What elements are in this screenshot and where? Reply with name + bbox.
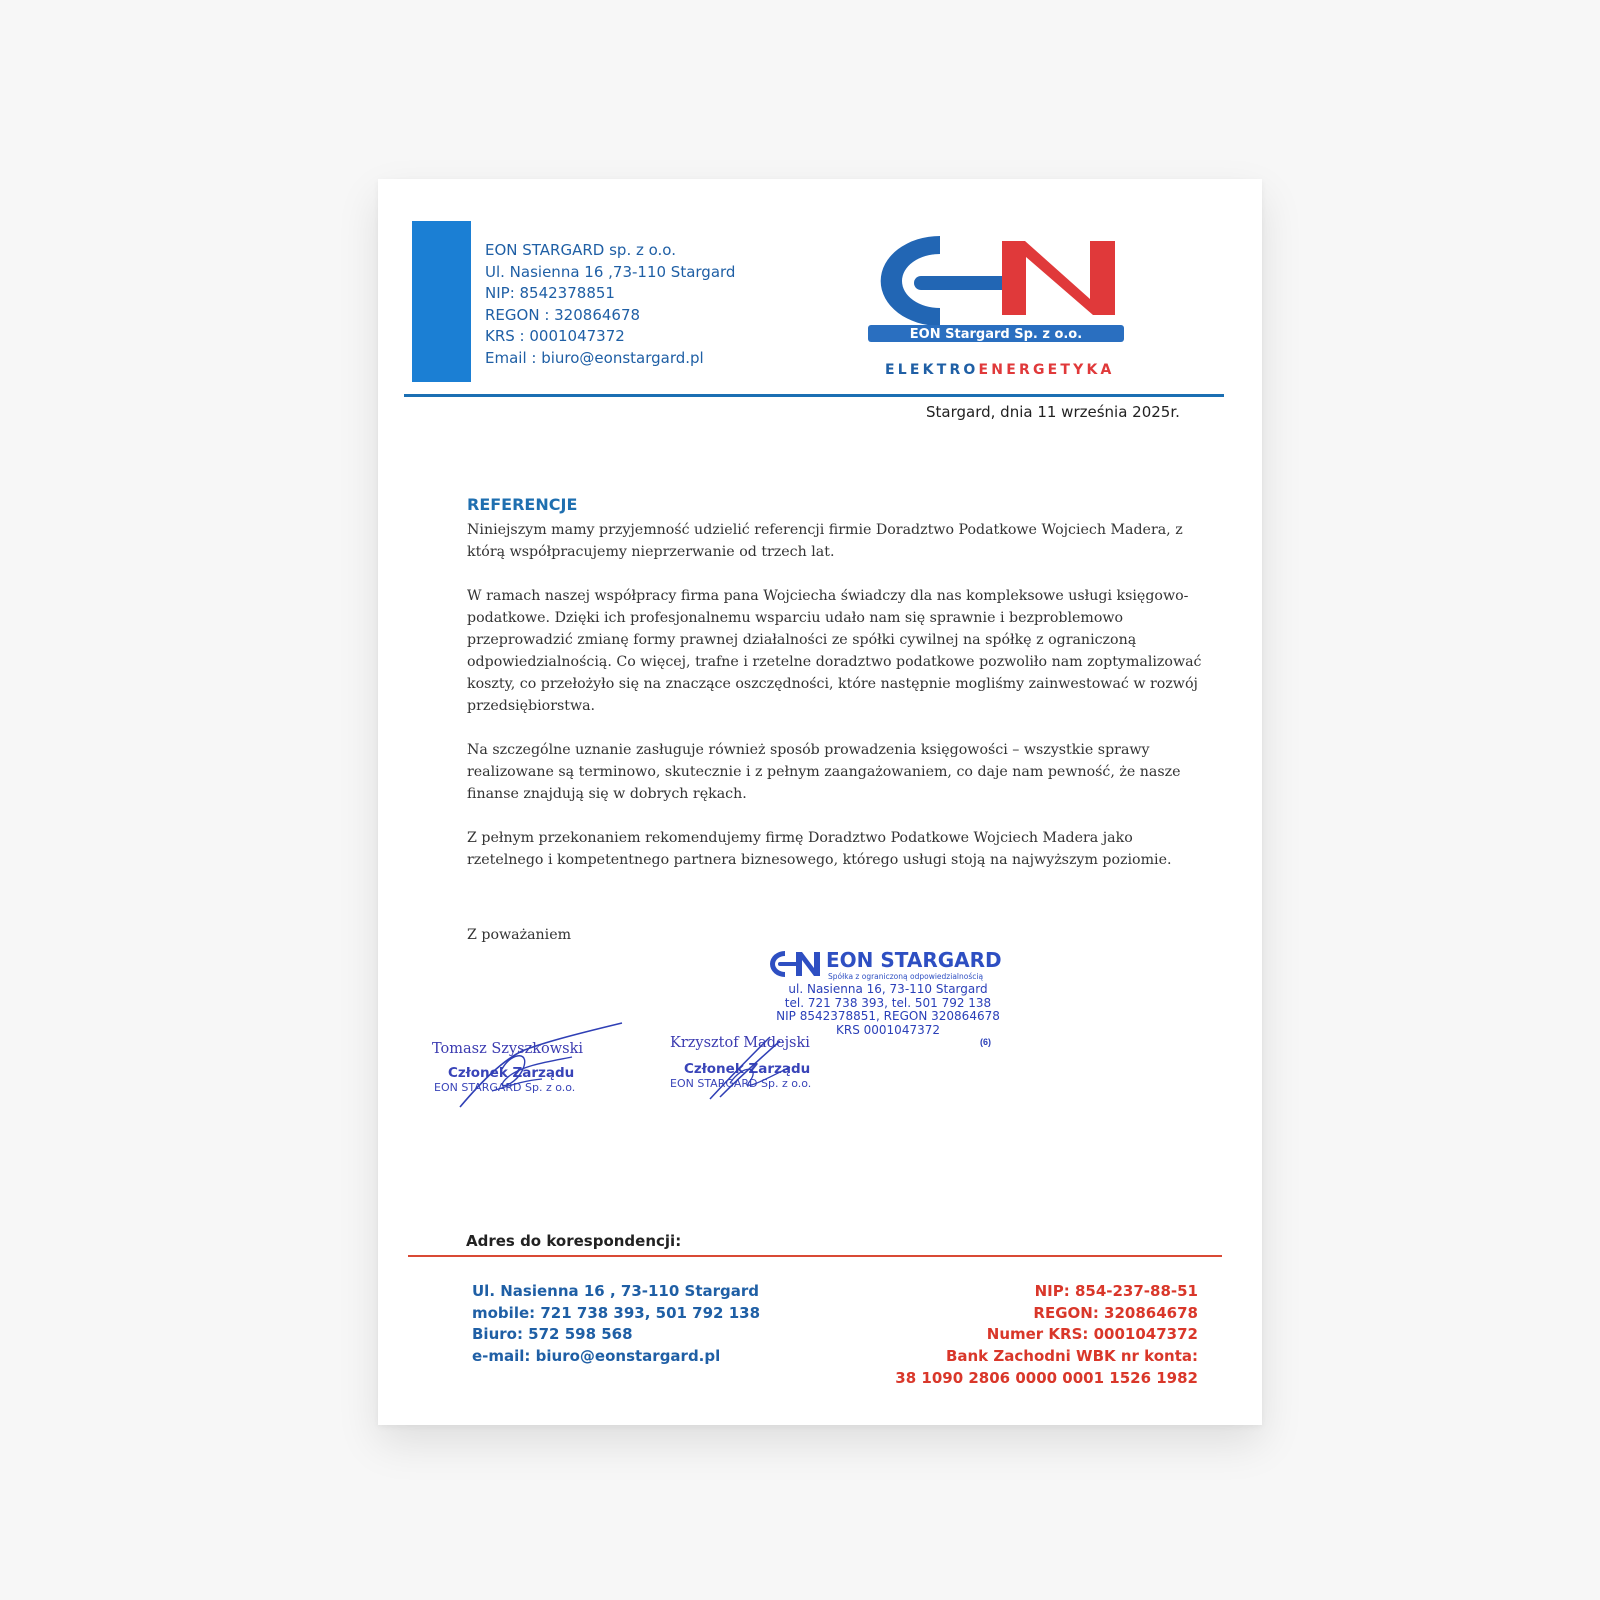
footer-contact [472,1281,760,1368]
footer-address: Ul. Nasienna 16 , 73-110 Stargard [472,1282,759,1300]
letter-body [467,519,1207,893]
logo-caption [885,362,1115,378]
company-regon: REGON : 320864678 [485,305,641,324]
signature-block-1 [432,1041,632,1094]
stamp-subtitle: Spółka z ograniczoną odpowiedzialnością [828,972,984,981]
stamp-nip-regon: NIP 8542378851, REGON 320864678 [776,1009,1000,1023]
header-divider [404,394,1224,397]
footer-bank-label: Bank Zachodni WBK nr konta: [945,1347,1198,1366]
signature-block-2 [670,1035,870,1090]
signatory-1-name: Tomasz Szyszkowski [432,1041,583,1057]
footer-email: e-mail: biuro@eonstargard.pl [472,1347,721,1366]
signature-2-scribble [700,1027,820,1103]
logo-caption-blue: ELEKTRO [885,362,979,378]
footer-bank-account: 38 1090 2806 0000 0001 1526 1982 [895,1368,1198,1387]
footer-regon: REGON: 320864678 [1033,1303,1198,1322]
logo-banner-text: EON Stargard Sp. z o.o. [909,327,1083,342]
paragraph-1: Niniejszym mamy przyjemność udzielić referencji firmie Doradztwo Podatkowe Wojciech Madera, z którą współpracujemy nieprzerwanie od trzech lat. [467,522,1183,560]
correspondence-label: Adres do korespondencji: [466,1232,682,1250]
closing: Z poważaniem [467,927,572,943]
date-line: Stargard, dnia 11 września 2025r. [926,403,1180,421]
stamp-logo [768,949,822,979]
footer-registration [895,1281,1198,1390]
stamp-address: ul. Nasienna 16, 73-110 Stargard [788,982,988,996]
signatory-2-role: Członek Zarządu [684,1061,811,1077]
paragraph-2: W ramach naszej współpracy firma pana Wojciecha świadczy dla nas kompleksowe usługi księgowo-podatkowe. Dzięki ich profesjonalnemu wsparciu udało nam się sprawnie i bezproblemowo przeprowadzić zmianę formy prawnej działalności ze spółki cywilnej na spółkę z ograniczoną odpowiedzialnością. Co więcej, trafne i rzetelne doradztwo podatkowe pozwoliło nam zoptymalizować koszty, co przełożyło się na znaczące oszczędności, które następnie mogliśmy zainwestować w rozwój przedsiębiorstwa. [467,588,1202,714]
company-krs: KRS : 0001047372 [485,327,625,345]
stamp-number: (6) [980,1037,991,1047]
footer-krs: Numer KRS: 0001047372 [986,1325,1198,1344]
footer-divider [408,1255,1222,1257]
paragraph-3: Na szczególne uznanie zasługuje również sposób prowadzenia księgowości – wszystkie sprawy realizowane są terminowo, skutecznie i z pełnym zaangażowaniem, co daje nam pewność, że nasze finanse znajdują się w dobrych rękach. [467,742,1181,802]
stamp-phones: tel. 721 738 393, tel. 501 792 138 [784,995,992,1010]
eon-logo [862,231,1142,351]
footer-nip: NIP: 854-237-88-51 [1034,1282,1198,1300]
signatory-1-company: EON STARGARD Sp. z o.o. [434,1081,576,1094]
signatory-2-company: EON STARGARD Sp. z o.o. [670,1077,812,1090]
header-blue-bar [412,221,471,382]
letter-title: REFERENCJE [467,495,578,514]
signatory-1-role: Członek Zarządu [448,1065,575,1081]
company-name: EON STARGARD sp. z o.o. [485,241,676,259]
company-nip: NIP: 8542378851 [485,284,615,302]
stamp-krs: KRS 0001047372 [836,1022,940,1037]
signatory-2-name: Krzysztof Madejski [670,1035,810,1051]
header-company-details [485,240,735,369]
company-email: Email : biuro@eonstargard.pl [485,348,704,367]
stamp-company-name: EON STARGARD [826,948,1002,972]
company-address: Ul. Nasienna 16 ,73-110 Stargard [485,262,736,281]
signature-1-scribble [452,1021,632,1113]
letter-page [378,179,1262,1425]
footer-mobile: mobile: 721 738 393, 501 792 138 [472,1303,761,1322]
logo-caption-red: ENERGETYKA [978,362,1115,378]
paragraph-4: Z pełnym przekonaniem rekomendujemy firmę Doradztwo Podatkowe Wojciech Madera jako rzetelnego i kompetentnego partnera biznesowego, którego usługi stoją na najwyższym poziomie. [467,830,1172,868]
footer-office-phone: Biuro: 572 598 568 [472,1325,633,1344]
